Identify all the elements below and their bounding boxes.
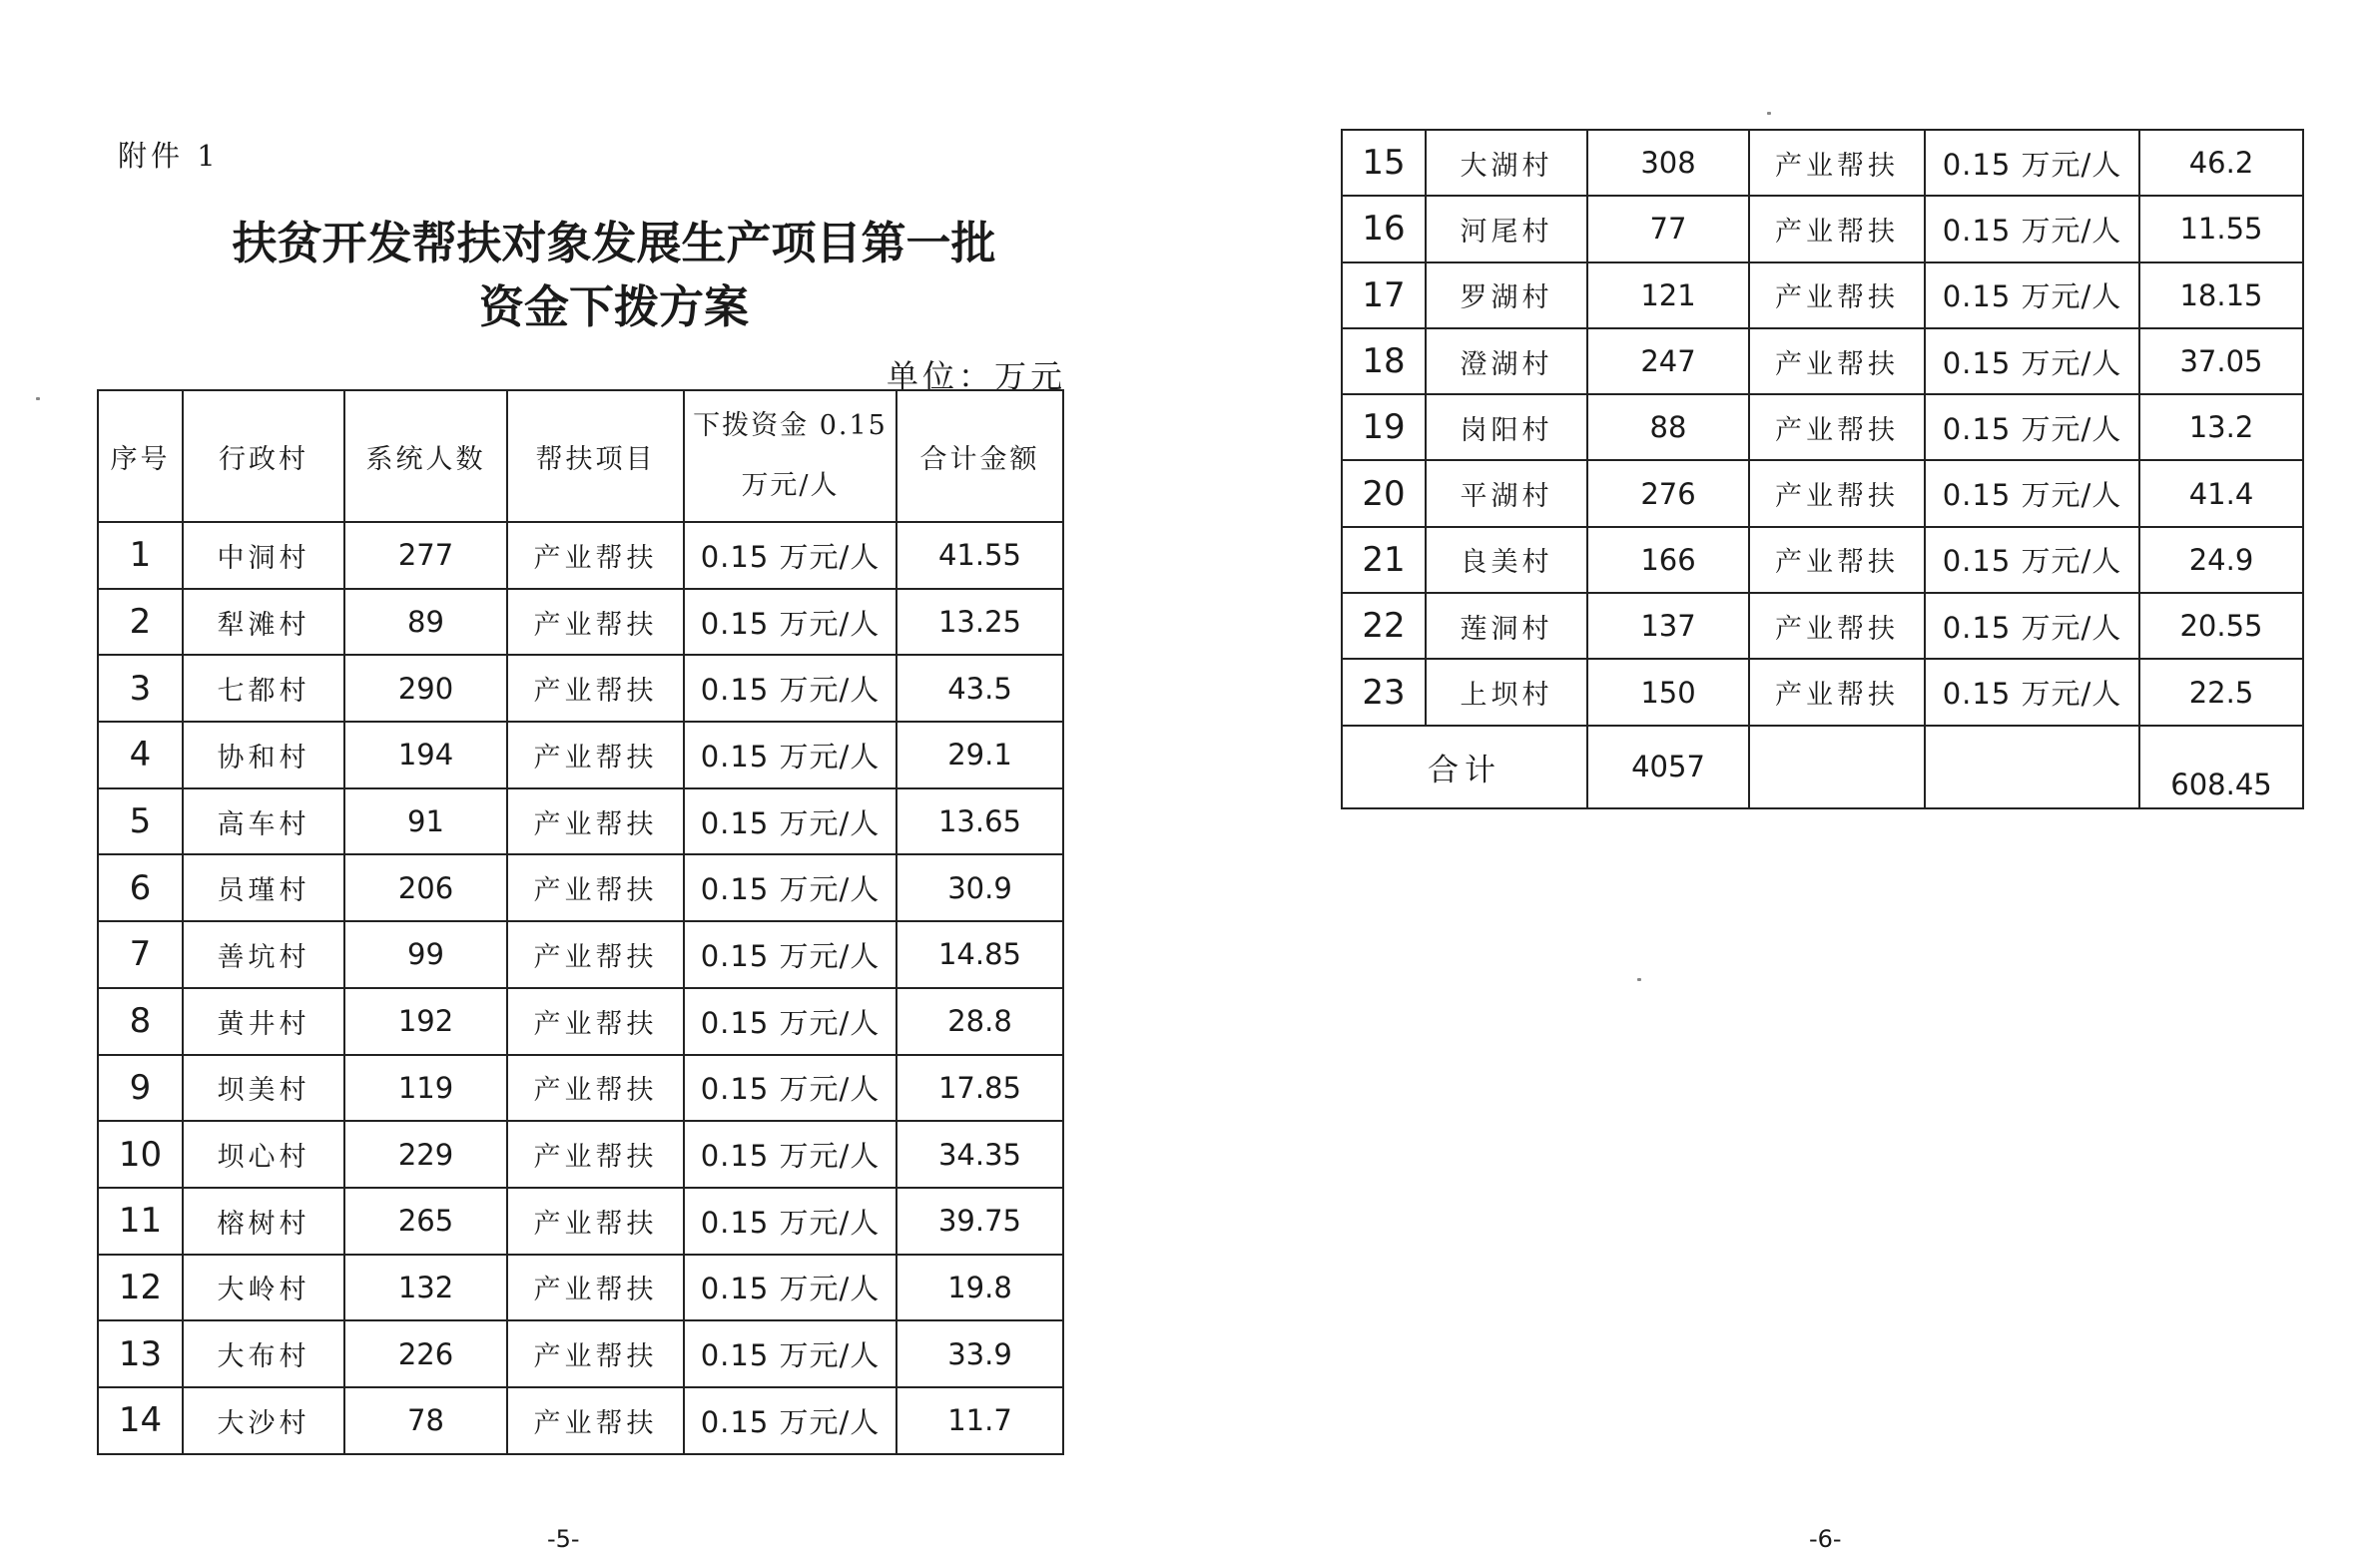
row-people: 78 xyxy=(344,1387,507,1454)
row-amount: 39.75 xyxy=(896,1188,1063,1255)
annex-label: 附件 1 xyxy=(118,139,220,173)
total-label: 合计 xyxy=(1342,726,1587,808)
row-index: 2 xyxy=(98,589,183,656)
row-project: 产业帮扶 xyxy=(1749,196,1925,261)
scan-speck xyxy=(36,397,40,400)
row-village: 大湖村 xyxy=(1426,130,1587,196)
row-index: 13 xyxy=(98,1320,183,1387)
row-rate: 0.15 万元/人 xyxy=(684,788,896,855)
total-row xyxy=(1342,726,2303,808)
row-amount: 28.8 xyxy=(896,988,1063,1055)
row-people: 91 xyxy=(344,788,507,855)
row-people: 276 xyxy=(1587,460,1749,526)
table-row xyxy=(98,522,1063,589)
row-amount: 41.4 xyxy=(2139,460,2303,526)
table-row xyxy=(98,1387,1063,1454)
row-project: 产业帮扶 xyxy=(507,1320,684,1387)
row-rate: 0.15 万元/人 xyxy=(1925,659,2139,725)
table-row xyxy=(98,1255,1063,1321)
row-project: 产业帮扶 xyxy=(507,1387,684,1454)
row-people: 290 xyxy=(344,655,507,722)
row-amount: 13.2 xyxy=(2139,394,2303,460)
row-village: 罗湖村 xyxy=(1426,262,1587,328)
header-amount: 合计金额 xyxy=(896,390,1063,522)
header-people: 系统人数 xyxy=(344,390,507,522)
row-index: 22 xyxy=(1342,593,1426,659)
document-title xyxy=(95,212,1133,339)
row-index: 12 xyxy=(98,1255,183,1321)
row-people: 77 xyxy=(1587,196,1749,261)
row-amount: 33.9 xyxy=(896,1320,1063,1387)
total-project-empty xyxy=(1749,726,1925,808)
table-row xyxy=(98,788,1063,855)
row-index: 17 xyxy=(1342,262,1426,328)
row-amount: 11.55 xyxy=(2139,196,2303,261)
header-rate-line-1: 下拨资金 0.15 xyxy=(693,410,888,441)
row-people: 137 xyxy=(1587,593,1749,659)
row-rate: 0.15 万元/人 xyxy=(684,722,896,788)
row-village: 员瑾村 xyxy=(183,854,344,921)
row-village: 善坑村 xyxy=(183,921,344,988)
row-project: 产业帮扶 xyxy=(1749,460,1925,526)
row-amount: 34.35 xyxy=(896,1121,1063,1188)
allocation-table-part-1 xyxy=(97,389,1064,1455)
row-rate: 0.15 万元/人 xyxy=(684,1320,896,1387)
row-index: 5 xyxy=(98,788,183,855)
header-rate xyxy=(684,390,896,522)
row-amount: 41.55 xyxy=(896,522,1063,589)
row-amount: 18.15 xyxy=(2139,262,2303,328)
row-people: 132 xyxy=(344,1255,507,1321)
row-index: 4 xyxy=(98,722,183,788)
table-row xyxy=(98,655,1063,722)
row-rate: 0.15 万元/人 xyxy=(1925,130,2139,196)
row-amount: 43.5 xyxy=(896,655,1063,722)
row-project: 产业帮扶 xyxy=(1749,394,1925,460)
row-index: 1 xyxy=(98,522,183,589)
row-project: 产业帮扶 xyxy=(1749,593,1925,659)
row-village: 犁滩村 xyxy=(183,589,344,656)
row-index: 15 xyxy=(1342,130,1426,196)
table-row xyxy=(1342,130,2303,196)
header-project: 帮扶项目 xyxy=(507,390,684,522)
row-village: 大布村 xyxy=(183,1320,344,1387)
row-index: 21 xyxy=(1342,527,1426,593)
title-line-2: 资金下拨方案 xyxy=(478,280,749,333)
row-project: 产业帮扶 xyxy=(1749,262,1925,328)
row-project: 产业帮扶 xyxy=(507,589,684,656)
row-amount: 13.65 xyxy=(896,788,1063,855)
row-rate: 0.15 万元/人 xyxy=(1925,262,2139,328)
row-people: 88 xyxy=(1587,394,1749,460)
row-people: 265 xyxy=(344,1188,507,1255)
total-people: 4057 xyxy=(1587,726,1749,808)
row-village: 坝美村 xyxy=(183,1055,344,1122)
row-people: 229 xyxy=(344,1121,507,1188)
row-project: 产业帮扶 xyxy=(507,655,684,722)
row-amount: 14.85 xyxy=(896,921,1063,988)
row-village: 中洞村 xyxy=(183,522,344,589)
table-header-row xyxy=(98,390,1063,522)
row-village: 澄湖村 xyxy=(1426,328,1587,394)
row-village: 莲洞村 xyxy=(1426,593,1587,659)
row-people: 308 xyxy=(1587,130,1749,196)
scan-speck xyxy=(1767,112,1771,115)
row-project: 产业帮扶 xyxy=(1749,527,1925,593)
row-project: 产业帮扶 xyxy=(1749,659,1925,725)
row-project: 产业帮扶 xyxy=(507,988,684,1055)
header-village: 行政村 xyxy=(183,390,344,522)
table-row xyxy=(98,1055,1063,1122)
row-project: 产业帮扶 xyxy=(507,1121,684,1188)
row-people: 119 xyxy=(344,1055,507,1122)
row-index: 3 xyxy=(98,655,183,722)
total-amount: 608.45 xyxy=(2139,726,2303,808)
table-row xyxy=(98,1121,1063,1188)
row-project: 产业帮扶 xyxy=(507,788,684,855)
row-index: 14 xyxy=(98,1387,183,1454)
row-project: 产业帮扶 xyxy=(507,854,684,921)
row-rate: 0.15 万元/人 xyxy=(684,655,896,722)
row-index: 23 xyxy=(1342,659,1426,725)
row-rate: 0.15 万元/人 xyxy=(684,854,896,921)
row-amount: 22.5 xyxy=(2139,659,2303,725)
row-index: 19 xyxy=(1342,394,1426,460)
table-row xyxy=(1342,394,2303,460)
row-project: 产业帮扶 xyxy=(507,921,684,988)
title-line-1: 扶贫开发帮扶对象发展生产项目第一批 xyxy=(232,217,996,269)
row-people: 226 xyxy=(344,1320,507,1387)
row-people: 277 xyxy=(344,522,507,589)
row-amount: 17.85 xyxy=(896,1055,1063,1122)
row-project: 产业帮扶 xyxy=(507,1255,684,1321)
row-village: 大岭村 xyxy=(183,1255,344,1321)
row-amount: 37.05 xyxy=(2139,328,2303,394)
row-rate: 0.15 万元/人 xyxy=(684,1055,896,1122)
row-index: 11 xyxy=(98,1188,183,1255)
scan-speck xyxy=(1637,978,1641,981)
row-amount: 20.55 xyxy=(2139,593,2303,659)
row-index: 10 xyxy=(98,1121,183,1188)
table-row xyxy=(98,589,1063,656)
row-village: 黄井村 xyxy=(183,988,344,1055)
row-rate: 0.15 万元/人 xyxy=(1925,196,2139,261)
row-rate: 0.15 万元/人 xyxy=(684,1121,896,1188)
row-people: 194 xyxy=(344,722,507,788)
row-rate: 0.15 万元/人 xyxy=(684,522,896,589)
row-index: 6 xyxy=(98,854,183,921)
table-row xyxy=(1342,460,2303,526)
row-people: 192 xyxy=(344,988,507,1055)
table-row xyxy=(98,988,1063,1055)
row-village: 大沙村 xyxy=(183,1387,344,1454)
row-rate: 0.15 万元/人 xyxy=(684,988,896,1055)
row-amount: 19.8 xyxy=(896,1255,1063,1321)
row-index: 18 xyxy=(1342,328,1426,394)
row-village: 七都村 xyxy=(183,655,344,722)
row-village: 岗阳村 xyxy=(1426,394,1587,460)
row-project: 产业帮扶 xyxy=(1749,130,1925,196)
row-village: 河尾村 xyxy=(1426,196,1587,261)
row-project: 产业帮扶 xyxy=(1749,328,1925,394)
table-row xyxy=(1342,659,2303,725)
row-project: 产业帮扶 xyxy=(507,522,684,589)
row-rate: 0.15 万元/人 xyxy=(1925,593,2139,659)
row-index: 16 xyxy=(1342,196,1426,261)
unit-note: 单位：万元 xyxy=(887,357,1067,395)
table-row xyxy=(98,1188,1063,1255)
table-row xyxy=(1342,262,2303,328)
row-people: 89 xyxy=(344,589,507,656)
row-village: 高车村 xyxy=(183,788,344,855)
row-project: 产业帮扶 xyxy=(507,1188,684,1255)
table-row xyxy=(1342,328,2303,394)
row-amount: 30.9 xyxy=(896,854,1063,921)
row-rate: 0.15 万元/人 xyxy=(684,1255,896,1321)
row-index: 9 xyxy=(98,1055,183,1122)
table-row xyxy=(98,854,1063,921)
row-rate: 0.15 万元/人 xyxy=(1925,394,2139,460)
row-people: 121 xyxy=(1587,262,1749,328)
row-amount: 29.1 xyxy=(896,722,1063,788)
table-row xyxy=(98,921,1063,988)
row-rate: 0.15 万元/人 xyxy=(1925,527,2139,593)
row-rate: 0.15 万元/人 xyxy=(684,1387,896,1454)
row-village: 坝心村 xyxy=(183,1121,344,1188)
row-amount: 11.7 xyxy=(896,1387,1063,1454)
row-people: 206 xyxy=(344,854,507,921)
page-number-left: -5- xyxy=(547,1525,580,1553)
row-project: 产业帮扶 xyxy=(507,722,684,788)
row-index: 20 xyxy=(1342,460,1426,526)
row-people: 150 xyxy=(1587,659,1749,725)
table-row xyxy=(1342,593,2303,659)
page-number-right: -6- xyxy=(1809,1525,1842,1553)
row-rate: 0.15 万元/人 xyxy=(1925,460,2139,526)
table-row xyxy=(98,1320,1063,1387)
row-rate: 0.15 万元/人 xyxy=(684,921,896,988)
row-village: 良美村 xyxy=(1426,527,1587,593)
row-index: 7 xyxy=(98,921,183,988)
row-index: 8 xyxy=(98,988,183,1055)
row-village: 榕树村 xyxy=(183,1188,344,1255)
row-village: 平湖村 xyxy=(1426,460,1587,526)
table-row xyxy=(98,722,1063,788)
row-people: 247 xyxy=(1587,328,1749,394)
row-rate: 0.15 万元/人 xyxy=(1925,328,2139,394)
row-people: 166 xyxy=(1587,527,1749,593)
row-village: 协和村 xyxy=(183,722,344,788)
row-rate: 0.15 万元/人 xyxy=(684,1188,896,1255)
row-project: 产业帮扶 xyxy=(507,1055,684,1122)
header-rate-line-2: 万元/人 xyxy=(741,470,840,501)
header-index: 序号 xyxy=(98,390,183,522)
total-rate-empty xyxy=(1925,726,2139,808)
row-people: 99 xyxy=(344,921,507,988)
row-amount: 24.9 xyxy=(2139,527,2303,593)
row-amount: 13.25 xyxy=(896,589,1063,656)
allocation-table-part-2 xyxy=(1341,129,2304,809)
row-amount: 46.2 xyxy=(2139,130,2303,196)
table-row xyxy=(1342,196,2303,261)
table-row xyxy=(1342,527,2303,593)
row-rate: 0.15 万元/人 xyxy=(684,589,896,656)
row-village: 上坝村 xyxy=(1426,659,1587,725)
